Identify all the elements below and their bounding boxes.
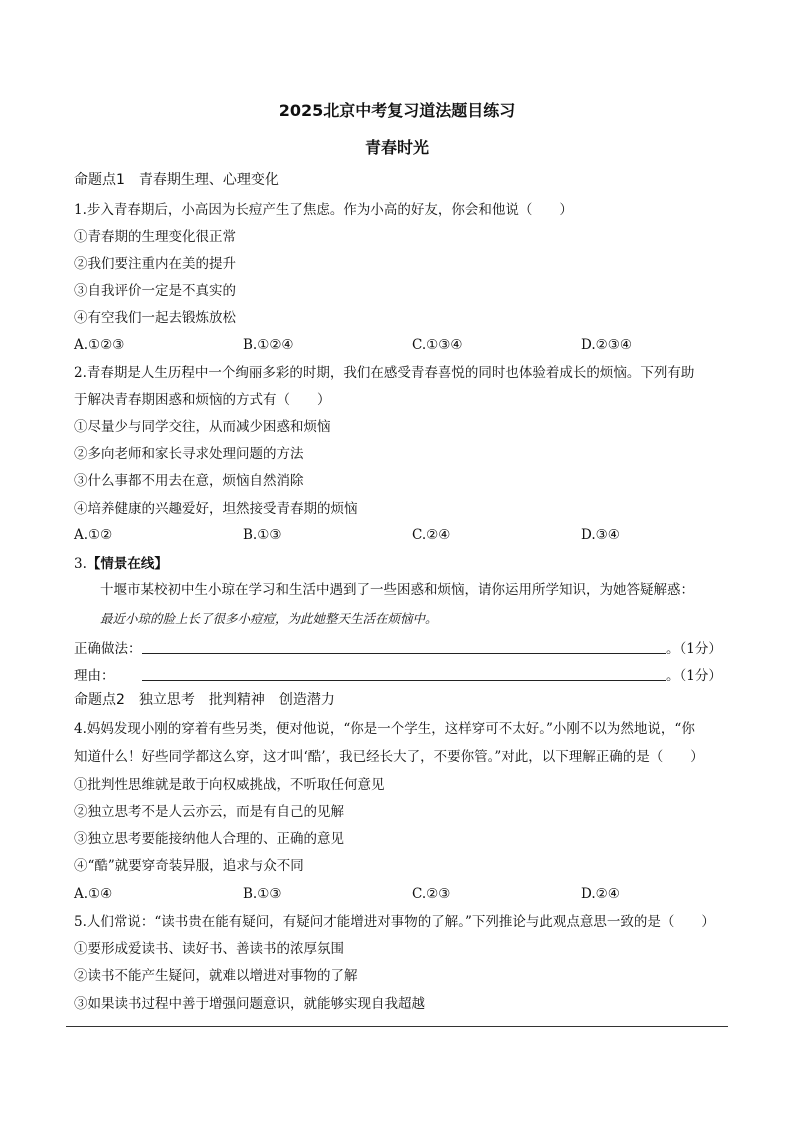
question-2-option-a: A.①② (74, 527, 113, 543)
question-2-item-3: ③什么事都不用去在意，烦恼自然消除 (74, 473, 304, 489)
question-5-item-3: ③如果读书过程中善于增强问题意识，就能够实现自我超越 (74, 996, 425, 1012)
question-2-option-c: C.②④ (412, 527, 451, 543)
section-heading-1: 命题点1 青春期生理、心理变化 (74, 172, 279, 188)
question-3-handwriting: 最近小琼的脸上长了很多小痘痘，为此她整天生活在烦恼中。 (100, 611, 438, 626)
question-4-stem-line-1: 4.妈妈发现小刚的穿着有些另类，便对他说，“你是一个学生，这样穿可不太好。”小刚不以为然地说，“你 (74, 721, 695, 737)
footer-divider (66, 1026, 728, 1027)
question-2-option-d: D.③④ (581, 527, 620, 543)
question-3-context: 十堰市某校初中生小琼在学习和生活中遇到了一些困惑和烦恼，请你运用所学知识，为她答疑解惑： (100, 582, 694, 598)
question-4-option-c: C.②③ (412, 886, 451, 902)
question-4-item-3: ③独立思考要能接纳他人合理的、正确的意见 (74, 831, 344, 847)
question-2-item-4: ④培养健康的兴趣爱好，坦然接受青春期的烦恼 (74, 501, 358, 517)
question-5-item-2: ②读书不能产生疑问，就难以增进对事物的了解 (74, 968, 358, 984)
question-1-option-a: A.①②③ (74, 337, 125, 353)
question-1-option-b: B.①②④ (243, 337, 294, 353)
question-1-item-1: ①青春期的生理变化很正常 (74, 229, 236, 245)
question-1-option-c: C.①③④ (412, 337, 463, 353)
question-1-item-2: ②我们要注重内在美的提升 (74, 256, 236, 272)
question-4-option-a: A.①④ (74, 886, 113, 902)
question-3-tag: 【情景在线】 (86, 556, 168, 572)
answer-1-blank[interactable] (142, 652, 666, 654)
doc-subtitle: 青春时光 (364, 138, 429, 157)
question-1-stem: 1.步入青春期后，小高因为长痘产生了焦虑。作为小高的好友，你会和他说（ ） (74, 202, 573, 218)
question-3-header (74, 555, 168, 573)
question-2-stem-line-2: 于解决青春期困惑和烦恼的方式有（ ） (74, 392, 331, 408)
question-1-option-d: D.②③④ (581, 337, 632, 353)
doc-title: 2025北京中考复习道法题目练习 (278, 101, 516, 120)
question-4-item-1: ①批判性思维就是敢于向权威挑战，不听取任何意见 (74, 777, 385, 793)
question-1-item-3: ③自我评价一定是不真实的 (74, 283, 236, 299)
answer-2-blank[interactable] (142, 679, 666, 681)
question-2-stem-line-1: 2.青春期是人生历程中一个绚丽多彩的时期，我们在感受青春喜悦的同时也体验着成长的烦恼。下列有助 (74, 365, 695, 381)
answer-1-label: 正确做法： (74, 641, 142, 657)
question-4-item-4: ④“酷”就要穿奇装异服，追求与众不同 (74, 858, 304, 874)
question-4-item-2: ②独立思考不是人云亦云，而是有自己的见解 (74, 804, 344, 820)
question-3-number: 3. (74, 556, 87, 572)
section-heading-2: 命题点2 独立思考 批判精神 创造潜力 (74, 692, 335, 708)
question-4-stem-line-2: 知道什么！好些同学都这么穿，这才叫‘酷’，我已经长大了，不要你管。”对此，以下理解正确的是（ ） (74, 749, 704, 765)
question-1-item-4: ④有空我们一起去锻炼放松 (74, 310, 236, 326)
question-4-option-b: B.①③ (243, 886, 282, 902)
question-2-item-1: ①尽量少与同学交往，从而减少困惑和烦恼 (74, 419, 331, 435)
question-5-stem: 5.人们常说：“读书贵在能有疑问，有疑问才能增进对事物的了解。”下列推论与此观点意思一致的是（ ） (74, 914, 715, 930)
question-2-option-b: B.①③ (243, 527, 282, 543)
question-4-option-d: D.②④ (581, 886, 620, 902)
answer-1-score: 。（1分） (666, 641, 722, 657)
question-2-item-2: ②多向老师和家长寻求处理问题的方法 (74, 446, 304, 462)
answer-2-score: 。（1分） (666, 668, 722, 684)
answer-2-label: 理由： (74, 668, 115, 684)
question-5-item-1: ①要形成爱读书、读好书、善读书的浓厚氛围 (74, 941, 344, 957)
